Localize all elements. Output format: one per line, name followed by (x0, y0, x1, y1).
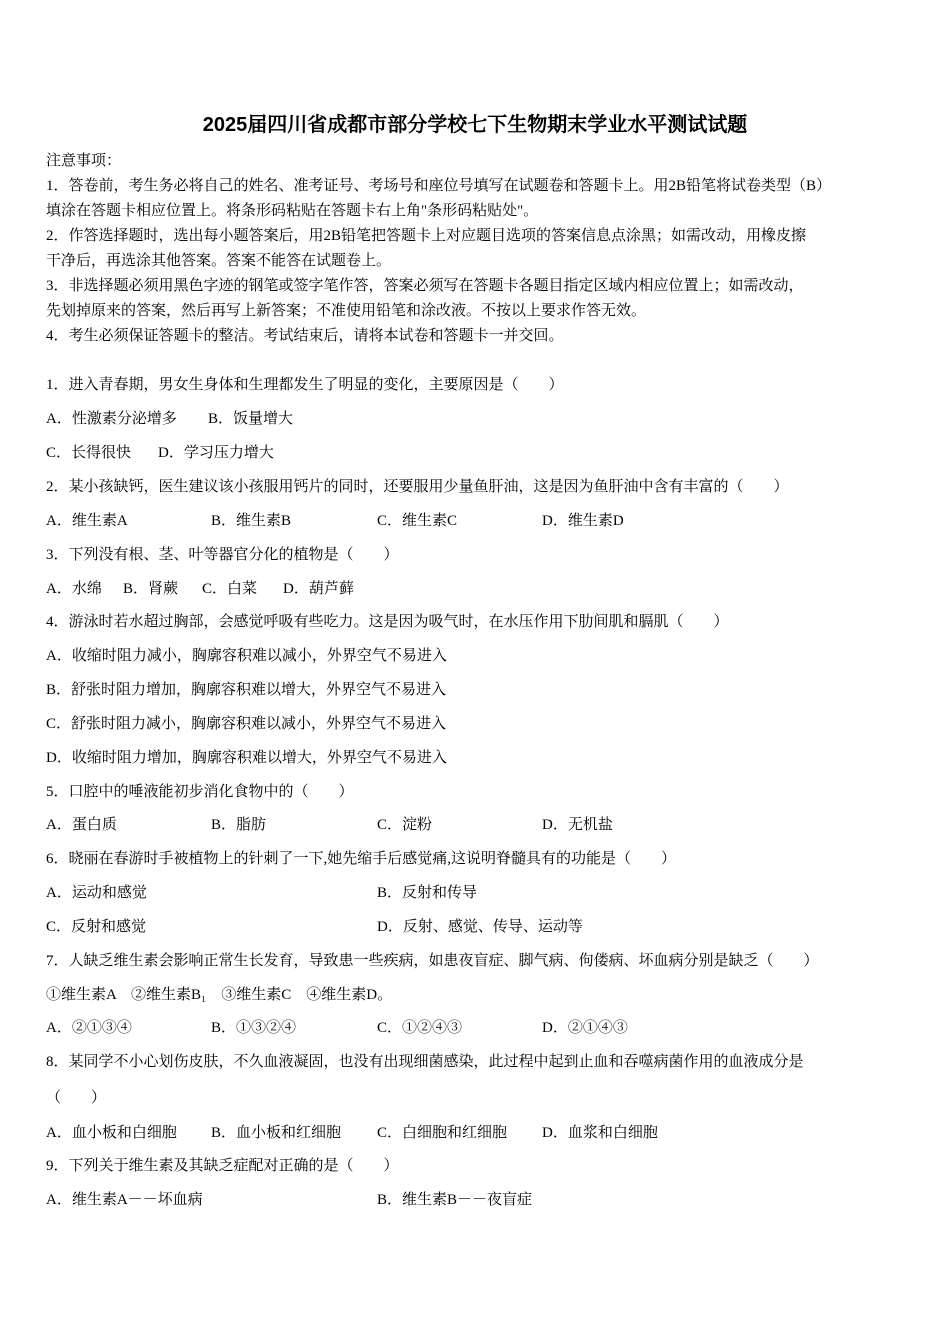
note-line: 干净后，再选涂其他答案。答案不能答在试题卷上。 (46, 253, 392, 269)
question-stem: 7．人缺乏维生素会影响正常生长发育，导致患一些疾病，如患夜盲症、脚气病、佝偻病、坏血病分别是缺乏（ ） (46, 953, 819, 969)
question-stem: 5．口腔中的唾液能初步消化食物中的（ ） (46, 784, 354, 800)
option[interactable]: C．白菜 (202, 581, 258, 597)
note-line: 填涂在答题卡相应位置上。将条形码粘贴在答题卡右上角"条形码粘贴处"。 (46, 203, 539, 219)
note-line: 先划掉原来的答案，然后再写上新答案；不准使用铅笔和涂改液。不按以上要求作答无效。 (46, 303, 647, 319)
option[interactable]: C．①②④③ (377, 1020, 463, 1036)
option[interactable]: A．②①③④ (46, 1020, 132, 1036)
option[interactable]: C．舒张时阻力减小，胸廓容积难以减小，外界空气不易进入 (46, 716, 447, 732)
question-extra: （ ） (46, 1090, 107, 1106)
question-stem: 6．晓丽在春游时手被植物上的针刺了一下,她先缩手后感觉痛,这说明脊髓具有的功能是（ ） (46, 851, 677, 867)
notes-heading: 注意事项： (46, 153, 122, 169)
option[interactable]: B．饭量增大 (208, 411, 294, 427)
option[interactable]: B．脂肪 (211, 817, 267, 833)
question-extra: ①维生素A ②维生素B₁ ③维生素C ④维生素D。 (46, 987, 393, 1003)
option[interactable]: A．性激素分泌增多 (46, 411, 177, 427)
option[interactable]: D．②①④③ (542, 1020, 628, 1036)
option[interactable]: D．学习压力增大 (158, 445, 274, 461)
option[interactable]: B．舒张时阻力增加，胸廓容积难以增大，外界空气不易进入 (46, 682, 447, 698)
question-stem: 9．下列关于维生素及其缺乏症配对正确的是（ ） (46, 1158, 399, 1174)
note-line: 3．非选择题必须用黑色字迹的钢笔或签字笔作答，答案必须写在答题卡各题目指定区域内相应位置上；如需改动， (46, 278, 804, 294)
option[interactable]: A．水绵 (46, 581, 102, 597)
option[interactable]: A．维生素A (46, 513, 128, 529)
option[interactable]: C．淀粉 (377, 817, 433, 833)
option[interactable]: B．肾蕨 (123, 581, 179, 597)
option[interactable]: B．反射和传导 (377, 885, 478, 901)
option[interactable]: B．维生素B (211, 513, 292, 529)
question-stem: 3．下列没有根、茎、叶等器官分化的植物是（ ） (46, 547, 399, 563)
option[interactable]: C．反射和感觉 (46, 919, 147, 935)
option[interactable]: D．葫芦藓 (283, 581, 354, 597)
option[interactable]: A．蛋白质 (46, 817, 117, 833)
note-line: 4．考生必须保证答题卡的整洁。考试结束后，请将本试卷和答题卡一并交回。 (46, 328, 564, 344)
question-stem: 2．某小孩缺钙，医生建议该小孩服用钙片的同时，还要服用少量鱼肝油，这是因为鱼肝油中含有丰富的（ ） (46, 479, 789, 495)
option[interactable]: A．维生素A－－坏血病 (46, 1192, 203, 1208)
option[interactable]: B．①③②④ (211, 1020, 297, 1036)
option[interactable]: C．长得很快 (46, 445, 132, 461)
option[interactable]: D．血浆和白细胞 (542, 1125, 658, 1141)
question-stem: 1．进入青春期，男女生身体和生理都发生了明显的变化，主要原因是（ ） (46, 377, 564, 393)
option[interactable]: D．反射、感觉、传导、运动等 (377, 919, 583, 935)
note-line: 2．作答选择题时，选出每小题答案后，用2B铅笔把答题卡上对应题目选项的答案信息点涂黑；如需改动，用橡皮擦 (46, 228, 807, 244)
note-line: 1．答卷前，考生务必将自己的姓名、准考证号、考场号和座位号填写在试题卷和答题卡上。用2B铅笔将试卷类型（B） (46, 178, 832, 194)
option[interactable]: B．血小板和红细胞 (211, 1125, 342, 1141)
option[interactable]: A．运动和感觉 (46, 885, 147, 901)
question-stem: 8．某同学不小心划伤皮肤，不久血液凝固，也没有出现细菌感染，此过程中起到止血和吞噬病菌作用的血液成分是 (46, 1054, 804, 1070)
option[interactable]: C．白细胞和红细胞 (377, 1125, 508, 1141)
option[interactable]: A．收缩时阻力减小，胸廓容积难以减小，外界空气不易进入 (46, 648, 447, 664)
option[interactable]: D．收缩时阻力增加，胸廓容积难以增大，外界空气不易进入 (46, 750, 447, 766)
option[interactable]: D．无机盐 (542, 817, 613, 833)
option[interactable]: A．血小板和白细胞 (46, 1125, 177, 1141)
question-stem: 4．游泳时若水超过胸部，会感觉呼吸有些吃力。这是因为吸气时，在水压作用下肋间肌和膈肌（ ） (46, 614, 729, 630)
page-title: 2025届四川省成都市部分学校七下生物期末学业水平测试试题 (202, 114, 748, 136)
option[interactable]: B．维生素B－－夜盲症 (377, 1192, 533, 1208)
option[interactable]: C．维生素C (377, 513, 458, 529)
option[interactable]: D．维生素D (542, 513, 624, 529)
